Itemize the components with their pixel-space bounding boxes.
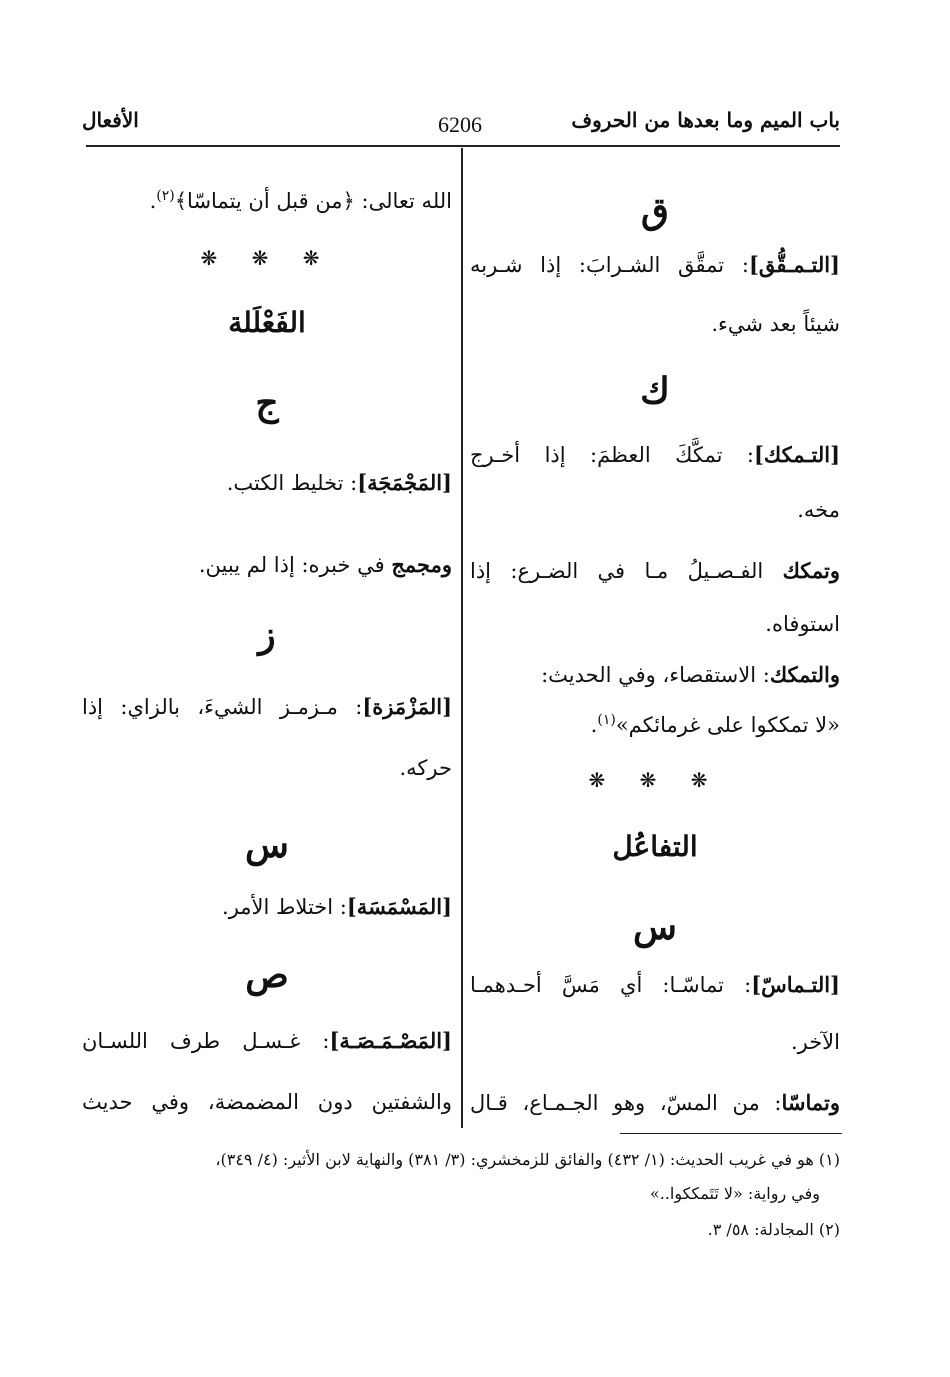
entry-tamakkuk-line2: مخه. [797, 498, 840, 522]
letter-heading-kaf: ك [640, 370, 670, 412]
entry-term: [المَصْـمَـصَـة] [329, 1028, 452, 1053]
entry-tamakkuk3-line2 [591, 712, 840, 737]
page-number: 6206 [438, 112, 482, 137]
entry-word: وتماسّا [781, 1090, 840, 1115]
page-header [0, 108, 950, 144]
entry-tamaqquq-line2: شيئاً بعد شيء. [711, 312, 840, 336]
entry-word: والتمكك [769, 662, 840, 687]
entry-text: الفـصـيلُ مـا في الضـرع: إذا [470, 559, 783, 583]
chapter-title: باب الميم وما بعدها من الحروف [571, 108, 840, 132]
entry-text: : تماسّـا: أي مَسَّ أحـدهمـا [470, 973, 752, 997]
entry-text: : غـسـل طرف اللسـان [82, 1029, 330, 1053]
entry-tamass-line1 [470, 972, 840, 997]
header-rule [86, 145, 840, 147]
entry-mazmaza-line1 [82, 694, 452, 719]
entry-masmasa [222, 894, 452, 919]
entry-text: : مـزمـز الشيءَ، بالزاي: إذا [82, 695, 363, 719]
section-heading-tafaul: التفاعُل [612, 830, 698, 863]
hadith-quote: «لا تمككوا على غرمائكم» [615, 713, 840, 737]
letter-heading-qaf: ق [641, 190, 669, 232]
entry-text: : من المسّ، وهو الجـمـاع، قـال [470, 1091, 782, 1115]
entry-term: [التـمـقُّق] [748, 252, 840, 277]
footnote-rule [620, 1133, 842, 1134]
entry-majmaj [199, 552, 452, 577]
entry-text: . [590, 713, 598, 737]
entry-tamakkuk-line1 [470, 442, 840, 467]
entry-text: : تخليط الكتب. [226, 471, 358, 495]
entry-masmasa2-line2: والشفتين دون المضمضة، وفي حديث [82, 1090, 452, 1114]
quran-continuation [150, 188, 452, 213]
column-divider [461, 148, 463, 1128]
entry-text: في خبره: إذا لم يبين. [198, 553, 392, 577]
entry-text: : تمقَّق الشـرابَ: إذا شـربه [470, 253, 749, 277]
footnote-ref-1[interactable]: (١) [597, 712, 616, 728]
entry-text: : اختلاط الأمر. [222, 895, 347, 919]
entry-text: : تمكَّكَ العظمَ: إذا أخـرج [470, 443, 754, 467]
entry-tamakkuk3-line1 [541, 662, 840, 687]
entry-term: [المَجْمَجَة] [357, 470, 452, 495]
entry-tamakkuk2-line1 [470, 558, 840, 583]
entry-text: : الاستقصاء، وفي الحديث: [541, 663, 770, 687]
entry-majmaja [227, 470, 452, 495]
letter-heading-sin: س [245, 824, 289, 866]
entry-word: وتمكك [782, 558, 840, 583]
section-separator: ❋ ❋ ❋ [200, 246, 334, 270]
entry-tamass2-line1 [470, 1090, 840, 1115]
entry-term: [المَسْمَسَة] [346, 894, 452, 919]
section-separator: ❋ ❋ ❋ [588, 768, 722, 792]
entry-text: . [149, 189, 157, 213]
footnote-1-line2: وفي رواية: «لا تَتَمككوا..» [649, 1184, 820, 1203]
section-title: الأفعال [82, 108, 139, 132]
entry-masmasa2-line1 [82, 1028, 452, 1053]
footnote-1-line1: (١) هو في غريب الحديث: (١/ ٤٣٢) والفائق للزمخشري: (٣/ ٣٨١) والنهاية لابن الأثير: (٤/ ٣٤٩)، [215, 1150, 840, 1169]
letter-heading-sad: ص [245, 954, 289, 996]
entry-tamakkuk2-line2: استوفاه. [765, 612, 840, 636]
letter-heading-jim: ج [255, 382, 279, 424]
footnote-2: (٢) المجادلة: ٥٨/ ٣. [707, 1220, 840, 1239]
entry-term: [المَزْمَزة] [362, 694, 452, 719]
section-heading-falala: الفَعْلَلة [228, 306, 306, 339]
footnote-ref-2[interactable]: (٢) [156, 188, 175, 204]
entry-term: [التـماسّ] [751, 972, 840, 997]
entry-mazmaza-line2: حركه. [399, 756, 452, 780]
entry-tamaqquq-line1 [470, 252, 840, 277]
letter-heading-sin: س [633, 906, 677, 948]
entry-tamass-line2: الآخر. [790, 1030, 840, 1054]
entry-term: [التـمكك] [753, 442, 840, 467]
quran-quote: الله تعالى: ﴿من قبل أن يتماسّا﴾ [174, 189, 452, 213]
letter-heading-zay: ز [258, 614, 276, 656]
entry-word: ومجمج [391, 552, 452, 577]
